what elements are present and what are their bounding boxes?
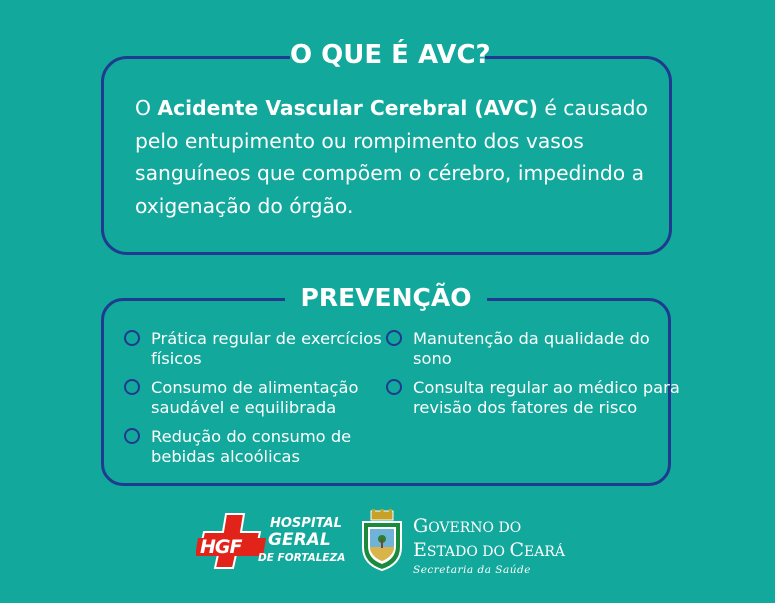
avc-text-pre: O [135,96,158,120]
prevention-item-text: Prática regular de exercícios físicos [151,329,382,368]
prevention-item-text: Consumo de alimentação saudável e equilibrada [151,378,359,417]
hgf-line3: DE FORTALEZA [258,552,346,564]
hgf-line1: HOSPITAL [270,516,342,531]
bullet-icon [124,428,140,444]
prevention-heading: PREVENÇÃO [285,280,487,316]
ceara-coat-of-arms-icon [359,509,405,571]
prevention-item [126,427,391,467]
avc-text-bold: Acidente Vascular Cerebral (AVC) [157,96,538,120]
avc-definition-text [135,92,655,222]
gov-line1: GOVERNO DO [413,515,522,537]
gov-line3: Secretaria da Saúde [413,564,531,576]
government-logo-text [413,515,593,577]
prevention-item [388,329,683,369]
gov-line2: ESTADO DO CEARÁ [413,539,565,561]
bullet-icon [386,330,402,346]
bullet-icon [124,379,140,395]
hgf-logo [196,512,346,570]
prevention-item-text: Redução do consumo de bebidas alcoólicas [151,427,352,466]
hgf-line2: GERAL [268,530,331,550]
prevention-item [388,378,683,418]
avc-text-post: é causado pelo entupimento ou rompimento dos vasos sanguíneos que compõem o cérebro, impedindo a oxigenação do órgão. [135,96,648,218]
avc-heading: O QUE É AVC? [290,36,485,74]
prevention-item [126,329,391,369]
hgf-abbr: HGF [200,536,242,558]
bullet-icon [386,379,402,395]
prevention-item-text: Manutenção da qualidade do sono [413,329,650,368]
prevention-item-text: Consulta regular ao médico para revisão dos fatores de risco [413,378,680,417]
bullet-icon [124,330,140,346]
prevention-item [126,378,401,418]
